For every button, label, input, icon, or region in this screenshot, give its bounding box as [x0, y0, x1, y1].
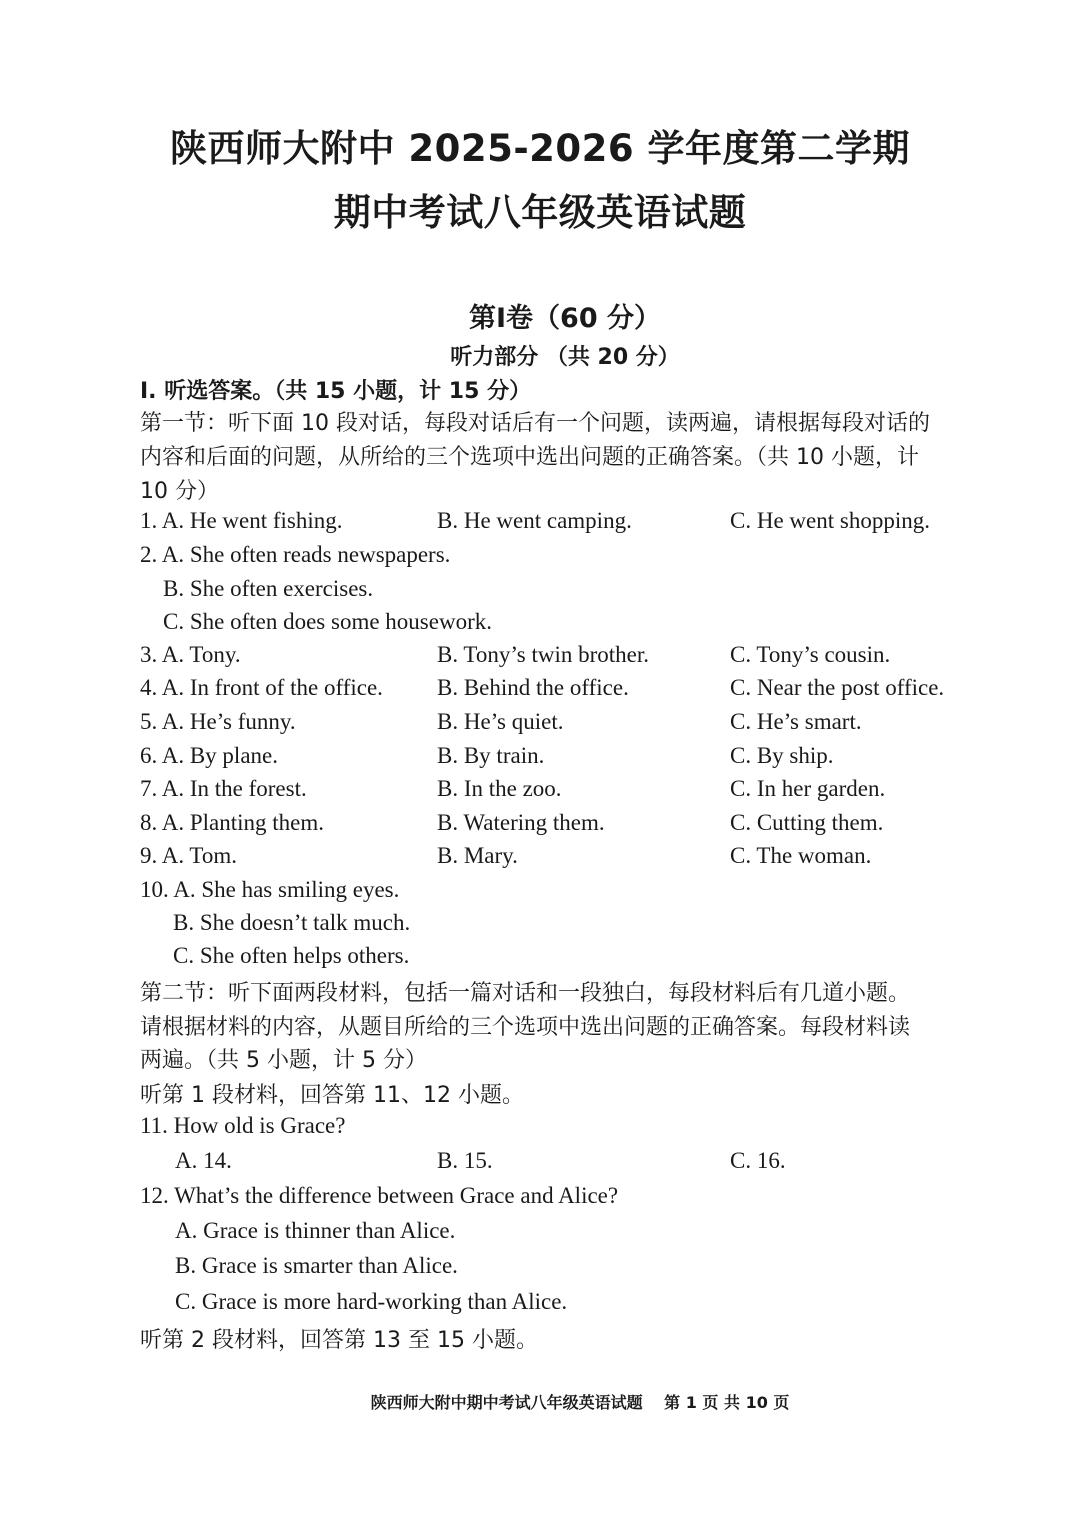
exam-title-line1: 陕西师大附中 2025-2026 学年度第二学期 [169, 127, 911, 170]
q11-option-b: B. 15. [437, 1148, 493, 1173]
q3-option-c: C. Tony’s cousin. [730, 642, 891, 667]
material2-note: 听第 2 段材料，回答第 13 至 15 小题。 [140, 1328, 538, 1353]
q7-option-c: C. In her garden. [730, 776, 886, 801]
q7-option-b: B. In the zoo. [437, 776, 562, 801]
q4-option-b: B. Behind the office. [437, 675, 629, 700]
material1-note: 听第 1 段材料，回答第 11、12 小题。 [140, 1083, 524, 1108]
q8-option-a: 8. A. Planting them. [140, 810, 324, 835]
q12-stem: 12. What’s the difference between Grace and Alice? [140, 1183, 619, 1208]
listening-subtitle: 听力部分 （共 20 分） [450, 345, 680, 370]
q3-option-b: B. Tony’s twin brother. [437, 642, 649, 667]
section2-instruction-line1: 第二节：听下面两段材料，包括一篇对话和一段独白，每段材料后有几道小题。 [140, 981, 911, 1006]
q12-option-a: A. Grace is thinner than Alice. [175, 1218, 456, 1243]
q9-option-a: 9. A. Tom. [140, 843, 238, 868]
q6-option-b: B. By train. [437, 743, 545, 768]
section1-instruction-line2: 内容和后面的问题，从所给的三个选项中选出问题的正确答案。（共 10 小题，计 [140, 445, 919, 470]
q1-option-c: C. He went shopping. [730, 508, 930, 533]
section1-instruction-line3: 10 分） [140, 479, 219, 504]
q11-stem: 11. How old is Grace? [140, 1113, 346, 1138]
q11-option-c: C. 16. [730, 1148, 786, 1173]
q12-option-b: B. Grace is smarter than Alice. [175, 1253, 458, 1278]
q4-option-a: 4. A. In front of the office. [140, 675, 383, 700]
q11-option-a: A. 14. [175, 1148, 232, 1173]
section2-instruction-line2: 请根据材料的内容，从题目所给的三个选项中选出问题的正确答案。每段材料读 [140, 1015, 911, 1040]
q5-option-b: B. He’s quiet. [437, 709, 564, 734]
volume-title: 第Ⅰ卷（60 分） [468, 303, 662, 334]
q9-option-b: B. Mary. [437, 843, 518, 868]
q2-option-b: B. She often exercises. [163, 576, 374, 601]
section2-instruction-line3: 两遍。（共 5 小题，计 5 分） [140, 1048, 427, 1073]
q2-option-a: 2. A. She often reads newspapers. [140, 542, 451, 567]
q9-option-c: C. The woman. [730, 843, 872, 868]
q8-option-b: B. Watering them. [437, 810, 605, 835]
q1-option-a: 1. A. He went fishing. [140, 508, 343, 533]
q8-option-c: C. Cutting them. [730, 810, 884, 835]
page-footer: 陕西师大附中期中考试八年级英语试题 第 1 页 共 10 页 [370, 1393, 790, 1412]
q5-option-a: 5. A. He’s funny. [140, 709, 296, 734]
q10-option-a: 10. A. She has smiling eyes. [140, 877, 400, 902]
q5-option-c: C. He’s smart. [730, 709, 862, 734]
q7-option-a: 7. A. In the forest. [140, 776, 307, 801]
q1-option-b: B. He went camping. [437, 508, 632, 533]
q10-option-c: C. She often helps others. [173, 943, 410, 968]
q12-option-c: C. Grace is more hard-working than Alice. [175, 1289, 568, 1314]
q6-option-a: 6. A. By plane. [140, 743, 278, 768]
q4-option-c: C. Near the post office. [730, 675, 945, 700]
q10-option-b: B. She doesn’t talk much. [173, 910, 411, 935]
q3-option-a: 3. A. Tony. [140, 642, 241, 667]
q2-option-c: C. She often does some housework. [163, 609, 492, 634]
section1-instruction-line1: 第一节：听下面 10 段对话，每段对话后有一个问题，读两遍，请根据每段对话的 [140, 411, 930, 436]
part1-heading: I. 听选答案。（共 15 小题，计 15 分） [140, 379, 532, 404]
exam-title-line2: 期中考试八年级英语试题 [333, 191, 747, 234]
q6-option-c: C. By ship. [730, 743, 834, 768]
